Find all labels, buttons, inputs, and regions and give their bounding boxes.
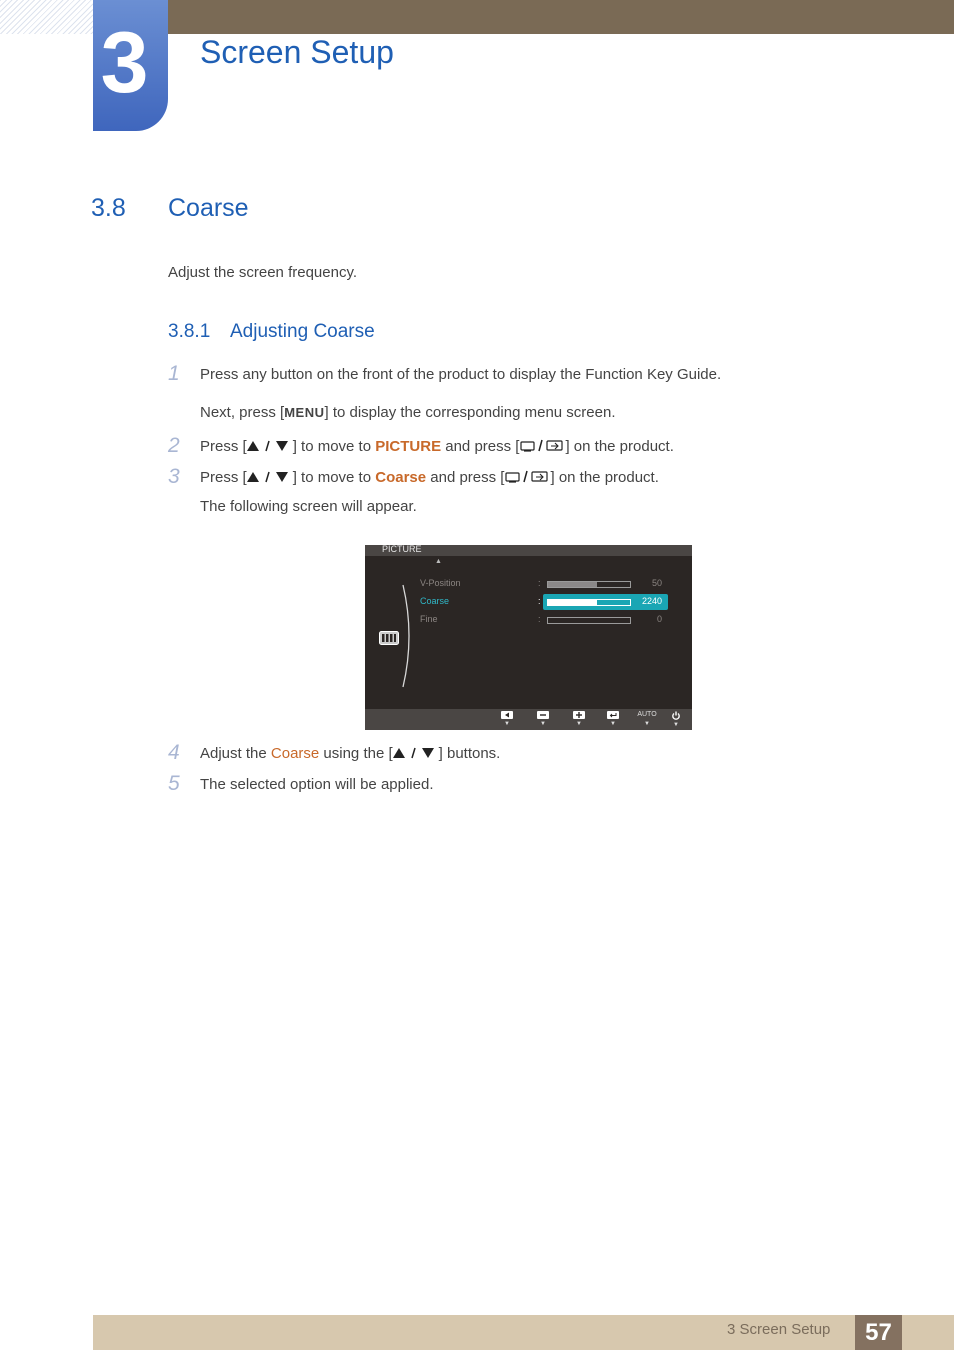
page-number: 57 bbox=[855, 1315, 902, 1350]
step-number-2: 2 bbox=[168, 434, 180, 457]
footer-chapter-label: 3 Screen Setup bbox=[727, 1321, 831, 1338]
header-bar bbox=[168, 0, 954, 34]
plus-key-icon bbox=[573, 711, 585, 719]
osd-key-left[interactable]: ▼ bbox=[499, 711, 515, 729]
step-1-next: Next, press [MENU] to display the corresponding menu screen. bbox=[200, 404, 616, 421]
osd-screenshot bbox=[365, 545, 692, 730]
step-number-5: 5 bbox=[168, 772, 180, 795]
step-4-text: Adjust the Coarse using the [ ] buttons. bbox=[200, 745, 501, 762]
osd-row-v-position[interactable]: V-Position : 50 bbox=[420, 578, 662, 588]
source-enter-icon bbox=[504, 470, 550, 483]
osd-key-plus[interactable]: ▼ bbox=[571, 711, 587, 729]
step-1-text: Press any button on the front of the product to display the Function Key Guide. bbox=[200, 366, 722, 383]
step-number-3: 3 bbox=[168, 465, 180, 488]
osd-key-auto[interactable]: AUTO ▼ bbox=[637, 711, 657, 727]
power-icon bbox=[671, 711, 681, 720]
highlight-coarse: Coarse bbox=[375, 469, 427, 486]
left-key-icon bbox=[501, 711, 513, 719]
up-down-triangle-icon bbox=[247, 471, 293, 483]
menu-key-label: MENU bbox=[284, 405, 325, 420]
return-key-icon bbox=[607, 711, 619, 719]
osd-up-arrow-icon: ▲ bbox=[435, 558, 442, 565]
step-number-4: 4 bbox=[168, 741, 180, 764]
step-3-text: Press [ ] to move to Coarse and press [ ] on the product. bbox=[200, 469, 659, 486]
highlight-coarse: Coarse bbox=[270, 745, 320, 762]
section-number: 3.8 bbox=[91, 194, 126, 222]
osd-slider-fine bbox=[547, 617, 631, 624]
osd-key-minus[interactable]: ▼ bbox=[535, 711, 551, 729]
section-intro: Adjust the screen frequency. bbox=[168, 264, 357, 281]
header-hatch-pattern bbox=[0, 0, 93, 34]
up-down-triangle-icon bbox=[393, 747, 439, 759]
osd-key-return[interactable]: ▼ bbox=[605, 711, 621, 729]
step-2-text: Press [ ] to move to PICTURE and press [ ] on the product. bbox=[200, 438, 674, 455]
osd-row-fine[interactable]: Fine : 0 bbox=[420, 614, 662, 624]
osd-key-power[interactable]: ▼ bbox=[668, 711, 684, 730]
osd-header bbox=[365, 545, 692, 556]
chapter-title: Screen Setup bbox=[200, 34, 394, 70]
chapter-number-badge: 3 bbox=[93, 0, 168, 131]
osd-row-coarse[interactable]: Coarse : 2240 bbox=[420, 594, 680, 610]
subsection-number: 3.8.1 bbox=[168, 321, 211, 342]
picture-icon bbox=[379, 631, 399, 645]
up-down-triangle-icon bbox=[247, 440, 293, 452]
subsection-title: Adjusting Coarse bbox=[230, 321, 375, 342]
section-title: Coarse bbox=[168, 194, 249, 222]
osd-slider-coarse bbox=[547, 599, 631, 606]
osd-header-label: PICTURE bbox=[382, 545, 422, 554]
osd-footer-key-guide bbox=[365, 709, 692, 730]
highlight-picture: PICTURE bbox=[375, 438, 442, 455]
step-number-1: 1 bbox=[168, 362, 180, 385]
step-3-follow: The following screen will appear. bbox=[200, 498, 417, 515]
step-5-text: The selected option will be applied. bbox=[200, 776, 434, 793]
source-enter-icon bbox=[519, 439, 565, 452]
osd-slider-v-position bbox=[547, 581, 631, 588]
minus-key-icon bbox=[537, 711, 549, 719]
